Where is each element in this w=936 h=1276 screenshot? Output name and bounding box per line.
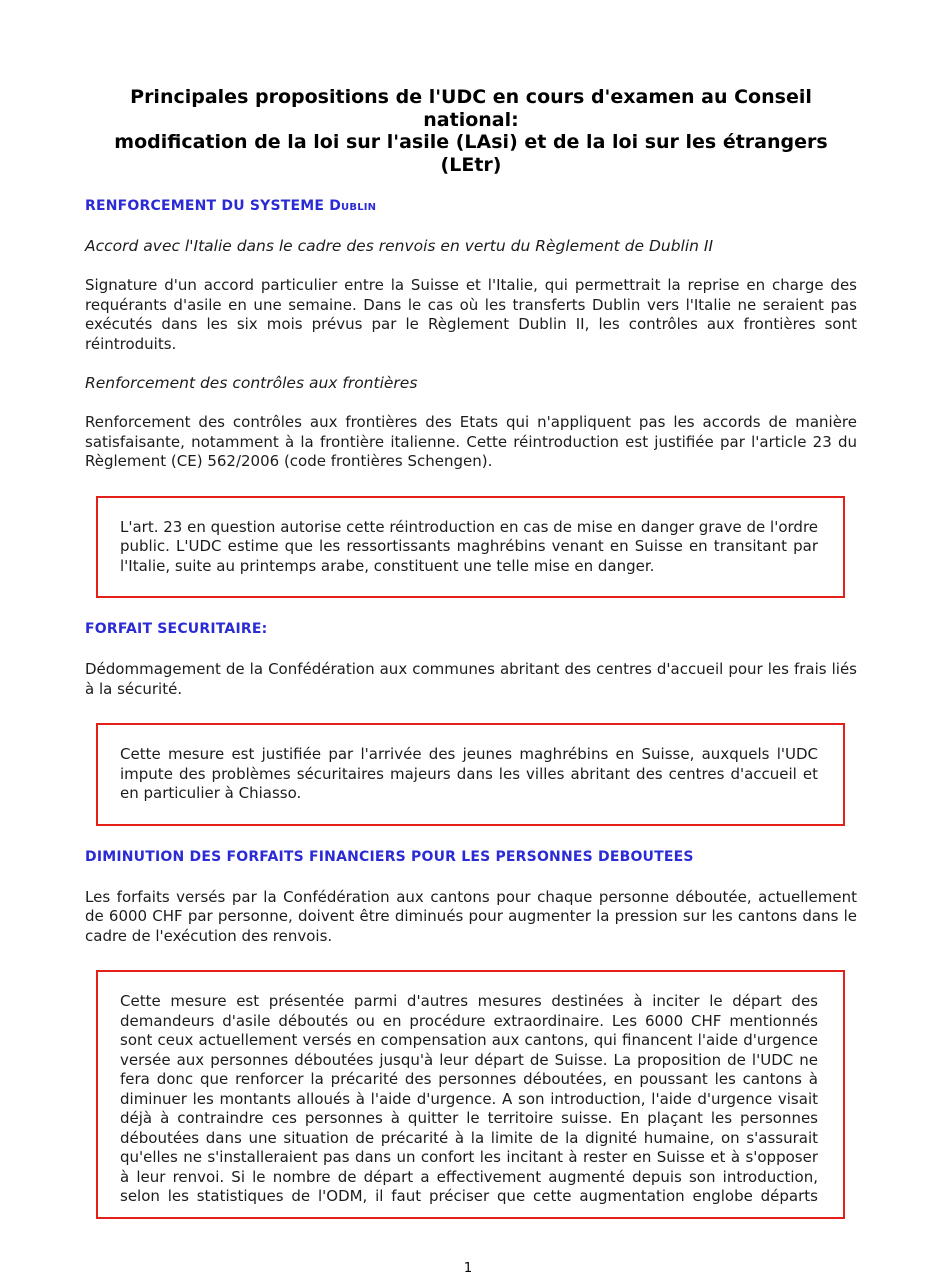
highlight-box-art-23-text: L'art. 23 en question autorise cette réintroduction en cas de mise en danger grave de l'ordre public. L'UDC estime que les ressortissants maghrébins venant en Suisse en transitant par l'Italie, suite au printemps arabe, constituent une telle mise en danger. (120, 517, 819, 575)
paragraph-accord-italie: Signature d'un accord particulier entre la Suisse et l'Italie, qui permettrait la reprise en charge des requérants d'asile en une semaine. Dans le cas où les transferts Dublin vers l'Italie ne seraient pas exécutés dans les six mois prévus par le Règlement Dublin II, les contrôles aux frontières sont réintroduits. (85, 276, 857, 353)
paragraph-forfaits-cantons: Les forfaits versés par la Confédération aux cantons pour chaque personne déboutée, actuellement de 6000 CHF par personne, doivent être diminués pour augmenter la pression sur les cantons dans le cadre de l'exécution des renvois. (85, 887, 857, 945)
highlight-box-chiasso (96, 723, 845, 826)
document-title (85, 86, 857, 176)
section-heading-renforcement-dublin: RENFORCEMENT DU SYSTEME Dublin (85, 198, 377, 214)
section-diminution-forfaits (85, 849, 857, 1219)
subheading-controles-frontieres: Renforcement des contrôles aux frontières (85, 374, 418, 392)
paragraph-controles-frontieres: Renforcement des contrôles aux frontières des Etats qui n'appliquent pas les accords de manière satisfaisante, notamment à la frontière italienne. Cette réintroduction est justifiée par l'article 23 du Règlement (CE) 562/2006 (code frontières Schengen). (85, 413, 857, 470)
paragraph-dedommagement: Dédommagement de la Confédération aux communes abritant des centres d'accueil pour les frais liés à la sécurité. (85, 660, 857, 698)
highlight-box-art-23 (96, 496, 845, 599)
subheading-accord-italie: Accord avec l'Italie dans le cadre des renvois en vertu du Règlement de Dublin II (85, 237, 714, 255)
section-heading-diminution-forfaits: DIMINUTION DES FORFAITS FINANCIERS POUR LES PERSONNES DEBOUTEES (85, 848, 694, 865)
highlight-box-aide-urgence (96, 970, 845, 1219)
section-heading-forfait-securitaire: FORFAIT SECURITAIRE: (85, 621, 268, 637)
document-title-line-1: Principales propositions de l'UDC en cours d'examen au Conseil national: (130, 86, 812, 131)
highlight-box-chiasso-text: Cette mesure est justifiée par l'arrivée des jeunes maghrébins en Suisse, auxquels l'UDC impute des problèmes sécuritaires majeurs dans les villes abritant des centres d'accueil et en particulier à Chiasso. (120, 745, 818, 802)
section-forfait-securitaire (85, 621, 857, 826)
page-number: 1 (463, 1261, 473, 1276)
highlight-box-aide-urgence-text: Cette mesure est présentée parmi d'autres mesures destinées à inciter le départ des demandeurs d'asile déboutés ou en procédure extraordinaire. Les 6000 CHF mentionnés sont ceux actuellement versés en compensation aux cantons, qui financent l'aide d'urgence versée aux personnes déboutées jusqu'à leur départ de Suisse. La proposition de l'UDC ne fera donc que renforcer la précarité des personnes déboutées, en poussant les cantons à diminuer les montants alloués à l'aide d'urgence. A son introduction, l'aide d'urgence visait déjà à contraindre ces personnes à quitter le territoire suisse. En plaçant les personnes déboutées dans une situation de précarité à la limite de la dignité humaine, on s'assurait qu'elles ne s'installeraient pas dans un confort les incitant à rester en Suisse et à s'opposer à leur renvoi. Si le nombre de départ a effectivement augmenté depuis son introduction, selon les statistiques de l'ODM, il faut préciser que cette augmentation englobe départs (120, 992, 818, 1205)
section-renforcement-systeme-dublin (85, 198, 857, 598)
document-title-line-2: modification de la loi sur l'asile (LAsi) et de la loi sur les étrangers (LEtr) (114, 131, 828, 176)
